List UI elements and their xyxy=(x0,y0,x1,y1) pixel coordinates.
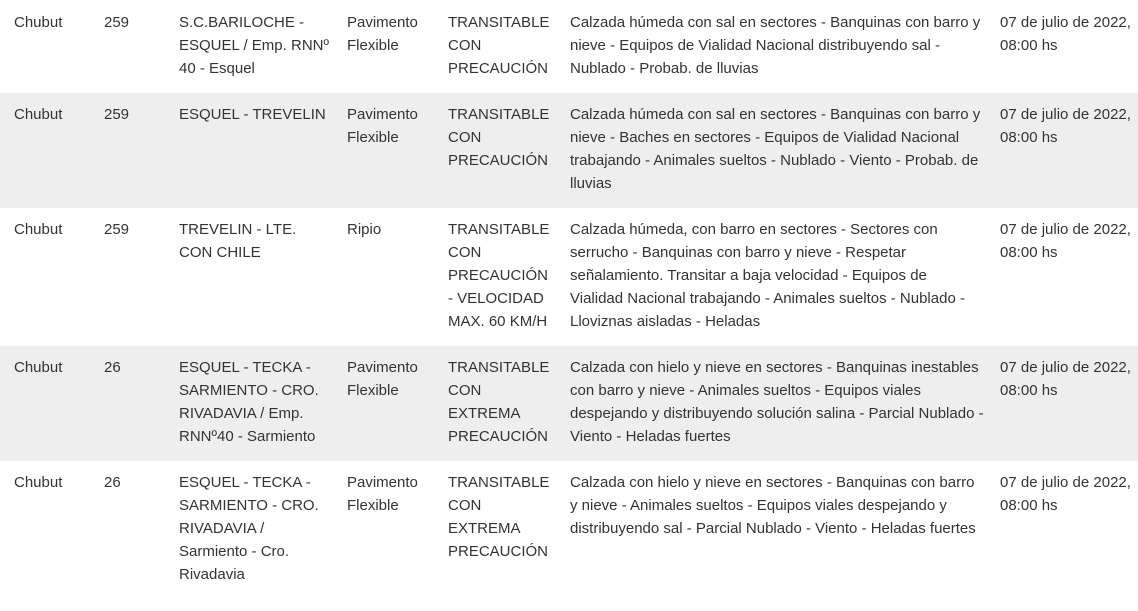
surface-cell: Pavimento Flexible xyxy=(339,346,440,461)
province-cell: Chubut xyxy=(0,461,96,599)
route-cell: 259 xyxy=(96,93,171,208)
province-cell: Chubut xyxy=(0,93,96,208)
observations-cell: Calzada húmeda con sal en sectores - Banquinas con barro y nieve - Equipos de Vialidad Nacional distribuyendo sal - Nublado - Probab. de lluvias xyxy=(562,0,992,93)
date-cell: 07 de julio de 2022, 08:00 hs xyxy=(992,461,1138,599)
observations-cell: Calzada húmeda, con barro en sectores - Sectores con serrucho - Banquinas con barro y nieve - Respetar señalamiento. Transitar a baja velocidad - Equipos de Vialidad Nacional trabajando - Animales sueltos - Nublado - Lloviznas aisladas - Heladas xyxy=(562,208,992,346)
section-cell: ESQUEL - TECKA - SARMIENTO - CRO. RIVADAVIA / Emp. RNNº40 - Sarmiento xyxy=(171,346,339,461)
date-cell: 07 de julio de 2022, 08:00 hs xyxy=(992,208,1138,346)
section-cell: TREVELIN - LTE. CON CHILE xyxy=(171,208,339,346)
section-cell: S.C.BARILOCHE - ESQUEL / Emp. RNNº 40 - Esquel xyxy=(171,0,339,93)
observations-cell: Calzada húmeda con sal en sectores - Banquinas con barro y nieve - Baches en sectores - Equipos de Vialidad Nacional trabajando - Animales sueltos - Nublado - Viento - Probab. de lluvias xyxy=(562,93,992,208)
date-cell: 07 de julio de 2022, 08:00 hs xyxy=(992,0,1138,93)
status-cell: TRANSITABLE CON EXTREMA PRECAUCIÓN xyxy=(440,461,562,599)
surface-cell: Pavimento Flexible xyxy=(339,0,440,93)
status-cell: TRANSITABLE CON PRECAUCIÓN xyxy=(440,0,562,93)
surface-cell: Ripio xyxy=(339,208,440,346)
status-cell: TRANSITABLE CON PRECAUCIÓN xyxy=(440,93,562,208)
table-row xyxy=(0,461,1138,599)
observations-cell: Calzada con hielo y nieve en sectores - Banquinas con barro y nieve - Animales sueltos - Equipos viales despejando y distribuyendo sal - Parcial Nublado - Viento - Heladas fuertes xyxy=(562,461,992,599)
section-cell: ESQUEL - TREVELIN xyxy=(171,93,339,208)
route-cell: 26 xyxy=(96,461,171,599)
section-cell: ESQUEL - TECKA - SARMIENTO - CRO. RIVADAVIA / Sarmiento - Cro. Rivadavia xyxy=(171,461,339,599)
status-cell: TRANSITABLE CON EXTREMA PRECAUCIÓN xyxy=(440,346,562,461)
province-cell: Chubut xyxy=(0,346,96,461)
table-row xyxy=(0,93,1138,208)
table-row xyxy=(0,0,1138,93)
observations-cell: Calzada con hielo y nieve en sectores - Banquinas inestables con barro y nieve - Animales sueltos - Equipos viales despejando y distribuyendo solución salina - Parcial Nublado - Viento - Heladas fuertes xyxy=(562,346,992,461)
date-cell: 07 de julio de 2022, 08:00 hs xyxy=(992,93,1138,208)
province-cell: Chubut xyxy=(0,0,96,93)
surface-cell: Pavimento Flexible xyxy=(339,461,440,599)
table-row xyxy=(0,346,1138,461)
route-cell: 259 xyxy=(96,208,171,346)
table-row xyxy=(0,208,1138,346)
route-cell: 259 xyxy=(96,0,171,93)
surface-cell: Pavimento Flexible xyxy=(339,93,440,208)
province-cell: Chubut xyxy=(0,208,96,346)
date-cell: 07 de julio de 2022, 08:00 hs xyxy=(992,346,1138,461)
status-cell: TRANSITABLE CON PRECAUCIÓN - VELOCIDAD MAX. 60 KM/H xyxy=(440,208,562,346)
route-cell: 26 xyxy=(96,346,171,461)
